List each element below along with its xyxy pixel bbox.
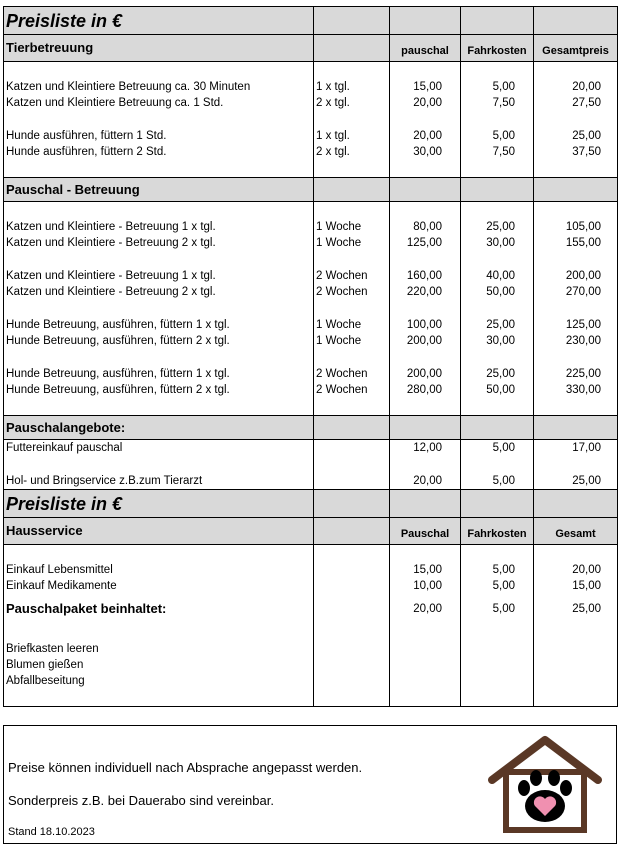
table-row <box>4 95 618 111</box>
table-row <box>4 219 618 235</box>
table-row <box>4 473 618 490</box>
row-fahrkosten: 5,00 <box>461 128 534 144</box>
table-row <box>4 562 618 578</box>
row-desc: Hol- und Bringservice z.B.zum Tierarzt <box>4 473 314 490</box>
list-item <box>4 657 618 673</box>
table-row <box>4 144 618 160</box>
paket-item: Abfallbeseitung <box>4 673 314 689</box>
row-pauschal: 200,00 <box>390 366 461 382</box>
row-gesamt: 20,00 <box>534 79 618 95</box>
row-unit: 1 Woche <box>314 333 390 349</box>
row-unit: 1 x tgl. <box>314 128 390 144</box>
title-row-2 <box>4 490 618 518</box>
row-fahrkosten: 50,00 <box>461 382 534 398</box>
row-unit: 2 Wochen <box>314 284 390 300</box>
table-row <box>4 79 618 95</box>
row-gesamt: 27,50 <box>534 95 618 111</box>
row-desc: Katzen und Kleintiere Betreuung ca. 30 Minuten <box>4 79 314 95</box>
price-sheet <box>3 6 617 707</box>
row-desc: Katzen und Kleintiere - Betreuung 2 x tgl. <box>4 284 314 300</box>
col-header-pauschal: pauschal <box>390 35 461 62</box>
row-desc: Hunde Betreuung, ausführen, füttern 1 x tgl. <box>4 317 314 333</box>
row-pauschal: 80,00 <box>390 219 461 235</box>
row-pauschal: 280,00 <box>390 382 461 398</box>
section-header-tierbetreuung <box>4 35 618 62</box>
row-pauschal: 30,00 <box>390 144 461 160</box>
paket-title: Pauschalpaket beinhaltet: <box>4 594 314 624</box>
section-header-hausservice <box>4 518 618 545</box>
row-pauschal: 12,00 <box>390 440 461 457</box>
price-table <box>3 6 618 707</box>
row-desc: Einkauf Medikamente <box>4 578 314 594</box>
section-title: Pauschal - Betreuung <box>4 178 314 202</box>
row-pauschal: 220,00 <box>390 284 461 300</box>
row-fahrkosten: 5,00 <box>461 578 534 594</box>
row-unit: 2 Wochen <box>314 366 390 382</box>
row-gesamt: 230,00 <box>534 333 618 349</box>
row-desc: Hunde Betreuung, ausführen, füttern 2 x tgl. <box>4 333 314 349</box>
row-pauschal: 10,00 <box>390 578 461 594</box>
row-pauschal: 20,00 <box>390 594 461 624</box>
footer-box <box>3 725 617 844</box>
table-row <box>4 317 618 333</box>
row-gesamt: 20,00 <box>534 562 618 578</box>
row-gesamt: 155,00 <box>534 235 618 251</box>
row-unit: 2 x tgl. <box>314 144 390 160</box>
row-unit: 2 Wochen <box>314 268 390 284</box>
row-gesamt: 270,00 <box>534 284 618 300</box>
house-paw-heart-icon <box>486 734 604 834</box>
row-pauschal: 160,00 <box>390 268 461 284</box>
row-fahrkosten: 5,00 <box>461 79 534 95</box>
row-fahrkosten: 25,00 <box>461 366 534 382</box>
col-header-gesamtpreis: Gesamtpreis <box>534 35 618 62</box>
title-row <box>4 7 618 35</box>
row-desc: Hunde Betreuung, ausführen, füttern 2 x tgl. <box>4 382 314 398</box>
row-fahrkosten: 7,50 <box>461 95 534 111</box>
row-pauschal: 20,00 <box>390 473 461 490</box>
row-desc: Futtereinkauf pauschal <box>4 440 314 457</box>
row-gesamt: 25,00 <box>534 128 618 144</box>
row-gesamt: 25,00 <box>534 473 618 490</box>
row-fahrkosten: 50,00 <box>461 284 534 300</box>
footer-note-1: Preise können individuell nach Absprache angepasst werden. <box>8 760 363 775</box>
table-row <box>4 284 618 300</box>
footer-note-2: Sonderpreis z.B. bei Dauerabo sind vereinbar. <box>8 793 274 808</box>
row-fahrkosten: 5,00 <box>461 440 534 457</box>
row-desc: Hunde ausführen, füttern 1 Std. <box>4 128 314 144</box>
row-fahrkosten: 40,00 <box>461 268 534 284</box>
row-fahrkosten: 5,00 <box>461 562 534 578</box>
col-header-fahrkosten: Fahrkosten <box>461 35 534 62</box>
row-unit: 1 x tgl. <box>314 79 390 95</box>
page-title-2: Preisliste in € <box>4 490 314 518</box>
page-title: Preisliste in € <box>4 7 314 35</box>
table-row <box>4 268 618 284</box>
table-row <box>4 128 618 144</box>
row-gesamt: 330,00 <box>534 382 618 398</box>
section-title: Tierbetreuung <box>4 35 314 62</box>
row-pauschal: 100,00 <box>390 317 461 333</box>
row-gesamt: 200,00 <box>534 268 618 284</box>
row-unit: 1 Woche <box>314 317 390 333</box>
table-row <box>4 366 618 382</box>
row-fahrkosten: 25,00 <box>461 219 534 235</box>
row-desc: Hunde ausführen, füttern 2 Std. <box>4 144 314 160</box>
row-pauschal: 15,00 <box>390 79 461 95</box>
row-gesamt: 25,00 <box>534 594 618 624</box>
paket-item: Briefkasten leeren <box>4 641 314 657</box>
row-pauschal: 20,00 <box>390 128 461 144</box>
table-row <box>4 235 618 251</box>
row-desc: Katzen und Kleintiere - Betreuung 1 x tgl. <box>4 219 314 235</box>
col-header-fahrkosten: Fahrkosten <box>461 518 534 545</box>
row-unit: 1 Woche <box>314 219 390 235</box>
row-fahrkosten: 30,00 <box>461 333 534 349</box>
section-title: Hausservice <box>4 518 314 545</box>
row-desc: Katzen und Kleintiere - Betreuung 1 x tgl. <box>4 268 314 284</box>
col-header-pauschal: Pauschal <box>390 518 461 545</box>
section-header-pauschal <box>4 178 618 202</box>
list-item <box>4 673 618 689</box>
section-title: Pauschalangebote: <box>4 416 314 440</box>
row-fahrkosten: 30,00 <box>461 235 534 251</box>
col-header-gesamt: Gesamt <box>534 518 618 545</box>
table-row <box>4 440 618 457</box>
footer-stand-date: Stand 18.10.2023 <box>8 826 95 838</box>
row-gesamt: 105,00 <box>534 219 618 235</box>
row-pauschal: 20,00 <box>390 95 461 111</box>
row-gesamt: 125,00 <box>534 317 618 333</box>
row-desc: Hunde Betreuung, ausführen, füttern 1 x tgl. <box>4 366 314 382</box>
row-unit: 1 Woche <box>314 235 390 251</box>
row-desc: Katzen und Kleintiere Betreuung ca. 1 Std. <box>4 95 314 111</box>
list-item <box>4 641 618 657</box>
row-fahrkosten: 7,50 <box>461 144 534 160</box>
row-unit: 2 Wochen <box>314 382 390 398</box>
table-row-paket <box>4 594 618 624</box>
section-header-angebote <box>4 416 618 440</box>
row-gesamt: 225,00 <box>534 366 618 382</box>
row-pauschal: 200,00 <box>390 333 461 349</box>
row-fahrkosten: 5,00 <box>461 473 534 490</box>
row-gesamt: 17,00 <box>534 440 618 457</box>
table-row <box>4 333 618 349</box>
row-pauschal: 15,00 <box>390 562 461 578</box>
paket-item: Blumen gießen <box>4 657 314 673</box>
row-desc: Einkauf Lebensmittel <box>4 562 314 578</box>
table-row <box>4 382 618 398</box>
row-gesamt: 15,00 <box>534 578 618 594</box>
row-desc: Katzen und Kleintiere - Betreuung 2 x tgl. <box>4 235 314 251</box>
table-row <box>4 578 618 594</box>
row-unit: 2 x tgl. <box>314 95 390 111</box>
row-fahrkosten: 5,00 <box>461 594 534 624</box>
row-pauschal: 125,00 <box>390 235 461 251</box>
row-fahrkosten: 25,00 <box>461 317 534 333</box>
row-gesamt: 37,50 <box>534 144 618 160</box>
